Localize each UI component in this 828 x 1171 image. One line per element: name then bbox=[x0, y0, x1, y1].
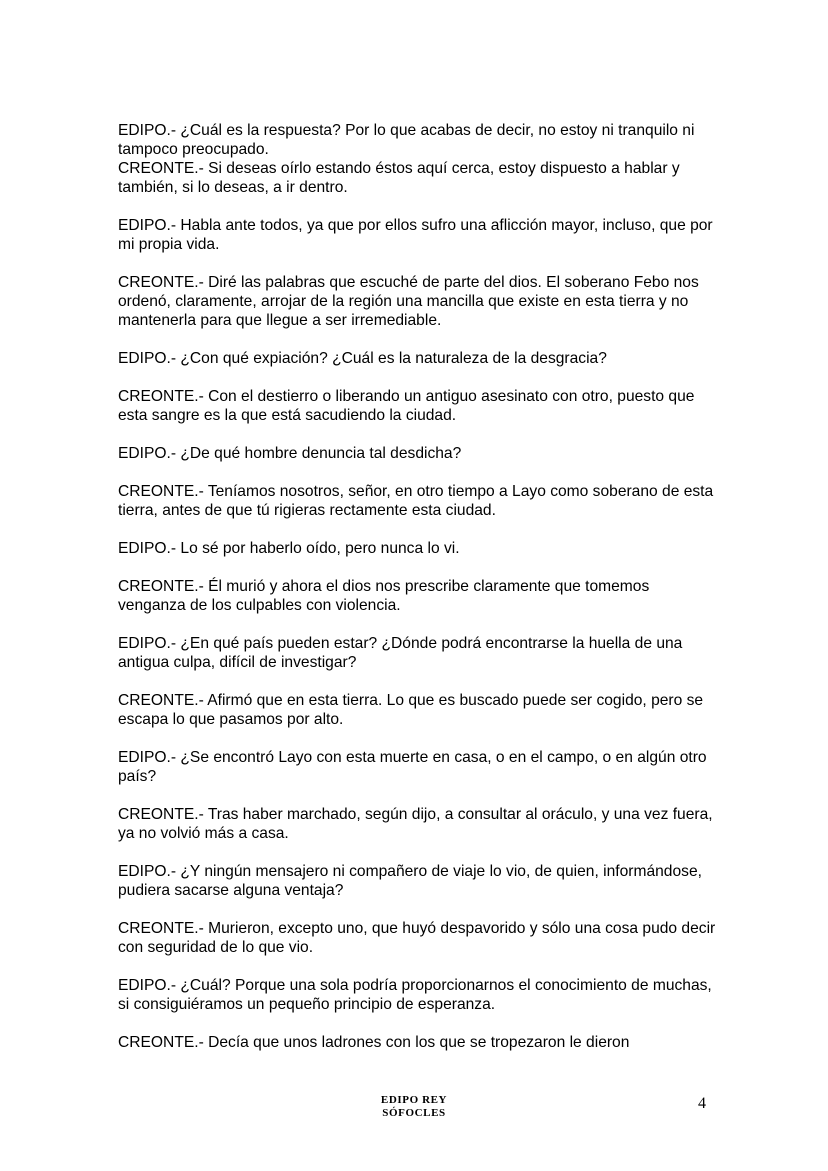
line-text: ¿Se encontró Layo con esta muerte en casa, o en el campo, o en algún otro país? bbox=[118, 749, 707, 785]
dialogue-line bbox=[118, 387, 718, 425]
speaker-name: EDIPO.- bbox=[118, 445, 177, 462]
speaker-name: CREONTE.- bbox=[118, 920, 204, 937]
page-number: 4 bbox=[698, 1095, 706, 1112]
dialogue-line bbox=[118, 577, 718, 615]
dialogue-line bbox=[118, 273, 718, 330]
dialogue-line bbox=[118, 634, 718, 672]
line-text: ¿Y ningún mensajero ni compañero de viaje lo vio, de quien, informándose, pudiera sacarse alguna ventaja? bbox=[118, 863, 702, 899]
line-text: Con el destierro o liberando un antiguo asesinato con otro, puesto que esta sangre es la que está sacudiendo la ciudad. bbox=[118, 388, 695, 424]
speaker-name: CREONTE.- bbox=[118, 692, 204, 709]
line-text: Si deseas oírlo estando éstos aquí cerca, estoy dispuesto a hablar y también, si lo deseas, a ir dentro. bbox=[118, 160, 680, 196]
footer-author: SÓFOCLES bbox=[382, 1107, 446, 1119]
footer-title: EDIPO REY bbox=[380, 1094, 448, 1106]
dialogue-line bbox=[118, 919, 718, 957]
dialogue-line bbox=[118, 805, 718, 843]
line-text: ¿Cuál? Porque una sola podría proporcionarnos el conocimiento de muchas, si consiguiéramos un pequeño principio de esperanza. bbox=[118, 977, 712, 1013]
speaker-name: CREONTE.- bbox=[118, 1034, 204, 1051]
line-text: Él murió y ahora el dios nos prescribe claramente que tomemos venganza de los culpables con violencia. bbox=[118, 578, 650, 614]
speaker-name: EDIPO.- bbox=[118, 977, 177, 994]
speaker-name: EDIPO.- bbox=[118, 217, 177, 234]
speaker-name: CREONTE.- bbox=[118, 388, 204, 405]
dialogue-line bbox=[118, 159, 718, 197]
dialogue-line bbox=[118, 862, 718, 900]
speaker-name: CREONTE.- bbox=[118, 274, 204, 291]
dialogue-text bbox=[118, 121, 718, 1071]
dialogue-line bbox=[118, 748, 718, 786]
dialogue-line bbox=[118, 444, 718, 463]
line-text: Lo sé por haberlo oído, pero nunca lo vi. bbox=[176, 540, 460, 557]
line-text: ¿Cuál es la respuesta? Por lo que acabas de decir, no estoy ni tranquilo ni tampoco preocupado. bbox=[118, 122, 695, 158]
line-text: ¿En qué país pueden estar? ¿Dónde podrá encontrarse la huella de una antigua culpa, difícil de investigar? bbox=[118, 635, 683, 671]
dialogue-line bbox=[118, 216, 718, 254]
line-text: ¿De qué hombre denuncia tal desdicha? bbox=[176, 445, 462, 462]
dialogue-line bbox=[118, 1033, 718, 1052]
speaker-name: CREONTE.- bbox=[118, 578, 204, 595]
line-text: Afirmó que en esta tierra. Lo que es buscado puede ser cogido, pero se escapa lo que pasamos por alto. bbox=[118, 692, 704, 728]
dialogue-line bbox=[118, 482, 718, 520]
speaker-name: EDIPO.- bbox=[118, 350, 177, 367]
dialogue-line bbox=[118, 691, 718, 729]
speaker-name: EDIPO.- bbox=[118, 122, 177, 139]
line-text: ¿Con qué expiación? ¿Cuál es la naturaleza de la desgracia? bbox=[176, 350, 607, 367]
speaker-name: EDIPO.- bbox=[118, 863, 177, 880]
speaker-name: EDIPO.- bbox=[118, 749, 177, 766]
line-text: Decía que unos ladrones con los que se tropezaron le dieron bbox=[203, 1034, 630, 1051]
line-text: Habla ante todos, ya que por ellos sufro una aflicción mayor, incluso, que por mi propia vida. bbox=[118, 217, 713, 253]
speaker-name: EDIPO.- bbox=[118, 635, 177, 652]
line-text: Diré las palabras que escuché de parte del dios. El soberano Febo nos ordenó, claramente, arrojar de la región una mancilla que existe en esta tierra y no mantenerla para que llegue a ser irremediable. bbox=[118, 274, 699, 329]
line-text: Murieron, excepto uno, que huyó despavorido y sólo una cosa pudo decir con seguridad de lo que vio. bbox=[118, 920, 716, 956]
speaker-name: CREONTE.- bbox=[118, 483, 204, 500]
dialogue-line bbox=[118, 121, 718, 159]
speaker-name: CREONTE.- bbox=[118, 806, 204, 823]
speaker-name: EDIPO.- bbox=[118, 540, 177, 557]
speaker-name: CREONTE.- bbox=[118, 160, 204, 177]
dialogue-line bbox=[118, 349, 718, 368]
line-text: Teníamos nosotros, señor, en otro tiempo a Layo como soberano de esta tierra, antes de que tú rigieras rectamente esta ciudad. bbox=[118, 483, 714, 519]
dialogue-line bbox=[118, 976, 718, 1014]
line-text: Tras haber marchado, según dijo, a consultar al oráculo, y una vez fuera, ya no volvió más a casa. bbox=[118, 806, 713, 842]
dialogue-line bbox=[118, 539, 718, 558]
